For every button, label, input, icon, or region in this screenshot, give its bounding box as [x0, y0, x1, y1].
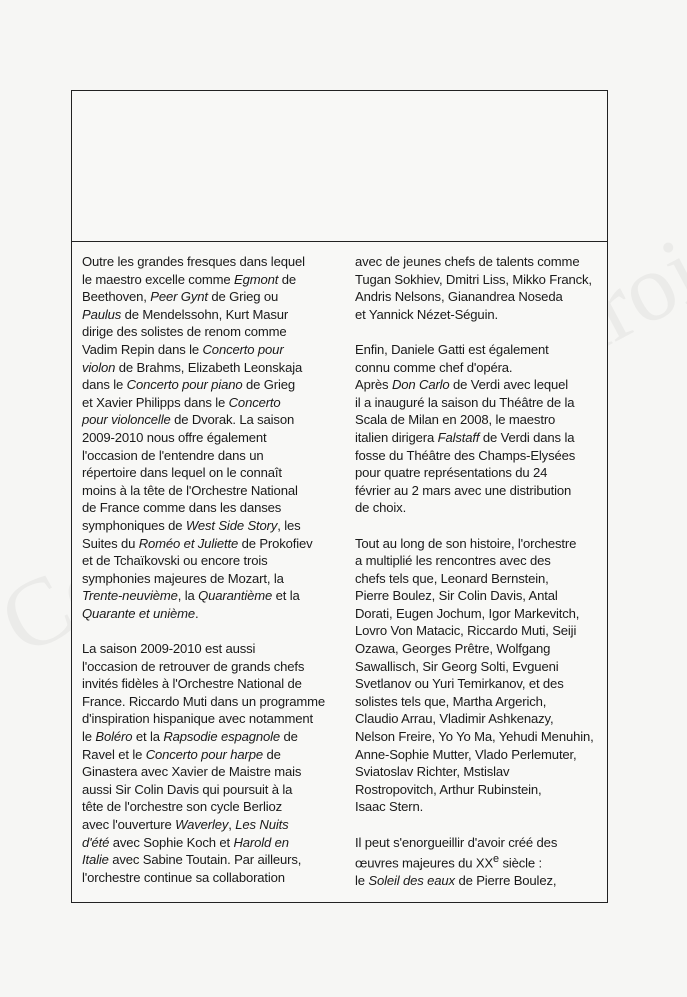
- text-line: Il peut s'enorgueillir d'avoir créé des: [355, 834, 558, 850]
- paragraph: [355, 341, 600, 517]
- text-line: l'orchestre continue sa collaboration: [82, 869, 285, 885]
- text-line: Trente-neuvième, la Quarantième et la: [82, 588, 300, 604]
- text-line: a multiplié les rencontres avec des: [355, 553, 551, 569]
- text-line: invités fidèles à l'Orchestre National de: [82, 676, 302, 692]
- text-line: de choix.: [355, 500, 407, 516]
- text-line: dans le Concerto pour piano de Grieg: [82, 377, 295, 393]
- text-line: Isaac Stern.: [355, 799, 424, 815]
- text-line: symphonies majeures de Mozart, la: [82, 570, 284, 586]
- text-line: avec l'ouverture Waverley, Les Nuits: [82, 817, 289, 832]
- text-line: Scala de Milan en 2008, le maestro: [355, 412, 556, 428]
- text-line: Tugan Sokhiev, Dmitri Liss, Mikko Franck,: [355, 271, 592, 287]
- text-line: et Xavier Philipps dans le Concerto: [82, 394, 281, 410]
- text-line: l'occasion de retrouver de grands chefs: [82, 658, 305, 674]
- paragraph: [355, 834, 600, 890]
- text-line: février au 2 mars avec une distribution: [355, 482, 572, 498]
- left-column: [82, 253, 327, 904]
- text-line: le Soleil des eaux de Pierre Boulez,: [355, 873, 557, 889]
- text-line: le maestro excelle comme Egmont de: [82, 271, 296, 287]
- text-line: avec de jeunes chefs de talents comme: [355, 254, 580, 269]
- text-line: Claudio Arrau, Vladimir Ashkenazy,: [355, 711, 554, 727]
- text-line: La saison 2009-2010 est aussi: [82, 641, 256, 657]
- right-column: [355, 253, 600, 907]
- text-line: l'occasion de l'entendre dans un: [82, 447, 264, 463]
- text-line: Sviatoslav Richter, Mstislav: [355, 764, 510, 780]
- text-line: moins à la tête de l'Orchestre National: [82, 482, 298, 498]
- text-line: Anne-Sophie Mutter, Vlado Perlemuter,: [355, 746, 577, 762]
- paragraph: [355, 253, 600, 323]
- text-line: de France comme dans les danses: [82, 500, 282, 516]
- text-line: France. Riccardo Muti dans un programme: [82, 693, 326, 709]
- text-line: répertoire dans lequel on le connaît: [82, 465, 282, 481]
- page-frame: [71, 90, 608, 903]
- text-line: Svetlanov ou Yuri Temirkanov, et des: [355, 676, 564, 692]
- text-line: Enfin, Daniele Gatti est également: [355, 341, 549, 357]
- text-line: Tout au long de son histoire, l'orchestre: [355, 535, 577, 551]
- text-line: Lovro Von Matacic, Riccardo Muti, Seiji: [355, 623, 577, 639]
- text-line: symphoniques de West Side Story, les: [82, 517, 301, 533]
- text-line: tête de l'orchestre son cycle Berlioz: [82, 799, 282, 815]
- text-line: fosse du Théâtre des Champs-Elysées: [355, 447, 576, 463]
- text-line: solistes tels que, Martha Argerich,: [355, 693, 547, 709]
- text-line: dirige des solistes de renom comme: [82, 324, 287, 340]
- text-line: œuvres majeures du XXe siècle :: [355, 853, 542, 871]
- text-line: et de Tchaïkovski ou encore trois: [82, 553, 268, 569]
- text-line: Paulus de Mendelssohn, Kurt Masur: [82, 306, 289, 322]
- paragraph: [82, 640, 327, 886]
- text-line: Sawallisch, Sir Georg Solti, Evgueni: [355, 658, 559, 674]
- text-line: Ravel et le Concerto pour harpe de: [82, 746, 281, 762]
- text-line: aussi Sir Colin Davis qui poursuit à la: [82, 781, 293, 797]
- text-line: 2009-2010 nous offre également: [82, 429, 267, 445]
- text-line: le Boléro et la Rapsodie espagnole de: [82, 729, 298, 745]
- text-line: Beethoven, Peer Gynt de Grieg ou: [82, 289, 279, 305]
- text-line: Rostropovitch, Arthur Rubinstein,: [355, 781, 542, 797]
- text-line: et Yannick Nézet-Séguin.: [355, 306, 498, 322]
- text-line: Après Don Carlo de Verdi avec lequel: [355, 377, 568, 393]
- text-line: chefs tels que, Leonard Bernstein,: [355, 570, 549, 586]
- text-line: Quarante et unième.: [82, 605, 199, 621]
- text-line: il a inauguré la saison du Théâtre de la: [355, 394, 575, 410]
- text-line: Vadim Repin dans le Concerto pour: [82, 341, 284, 357]
- text-line: pour quatre représentations du 24: [355, 465, 548, 481]
- empty-header-box: [72, 91, 607, 242]
- text-line: Dorati, Eugen Jochum, Igor Markevitch,: [355, 605, 580, 621]
- text-line: Ozawa, Georges Prêtre, Wolfgang: [355, 641, 551, 657]
- text-line: violon de Brahms, Elizabeth Leonskaja: [82, 359, 303, 375]
- text-line: Outre les grandes fresques dans lequel: [82, 254, 305, 269]
- text-line: Pierre Boulez, Sir Colin Davis, Antal: [355, 588, 558, 604]
- paragraph: [355, 535, 600, 817]
- text-line: Italie avec Sabine Toutain. Par ailleurs,: [82, 852, 302, 868]
- text-line: connu comme chef d'opéra.: [355, 359, 513, 375]
- text-line: Ginastera avec Xavier de Maistre mais: [82, 764, 302, 780]
- text-line: Suites du Roméo et Juliette de Prokofiev: [82, 535, 313, 551]
- text-line: d'inspiration hispanique avec notamment: [82, 711, 314, 727]
- text-line: Andris Nelsons, Gianandrea Noseda: [355, 289, 563, 305]
- text-line: d'été avec Sophie Koch et Harold en: [82, 834, 289, 850]
- text-line: italien dirigera Falstaff de Verdi dans la: [355, 429, 575, 445]
- text-line: Nelson Freire, Yo Yo Ma, Yehudi Menuhin,: [355, 729, 594, 745]
- text-line: pour violoncelle de Dvorak. La saison: [82, 412, 295, 428]
- paragraph: [82, 253, 327, 622]
